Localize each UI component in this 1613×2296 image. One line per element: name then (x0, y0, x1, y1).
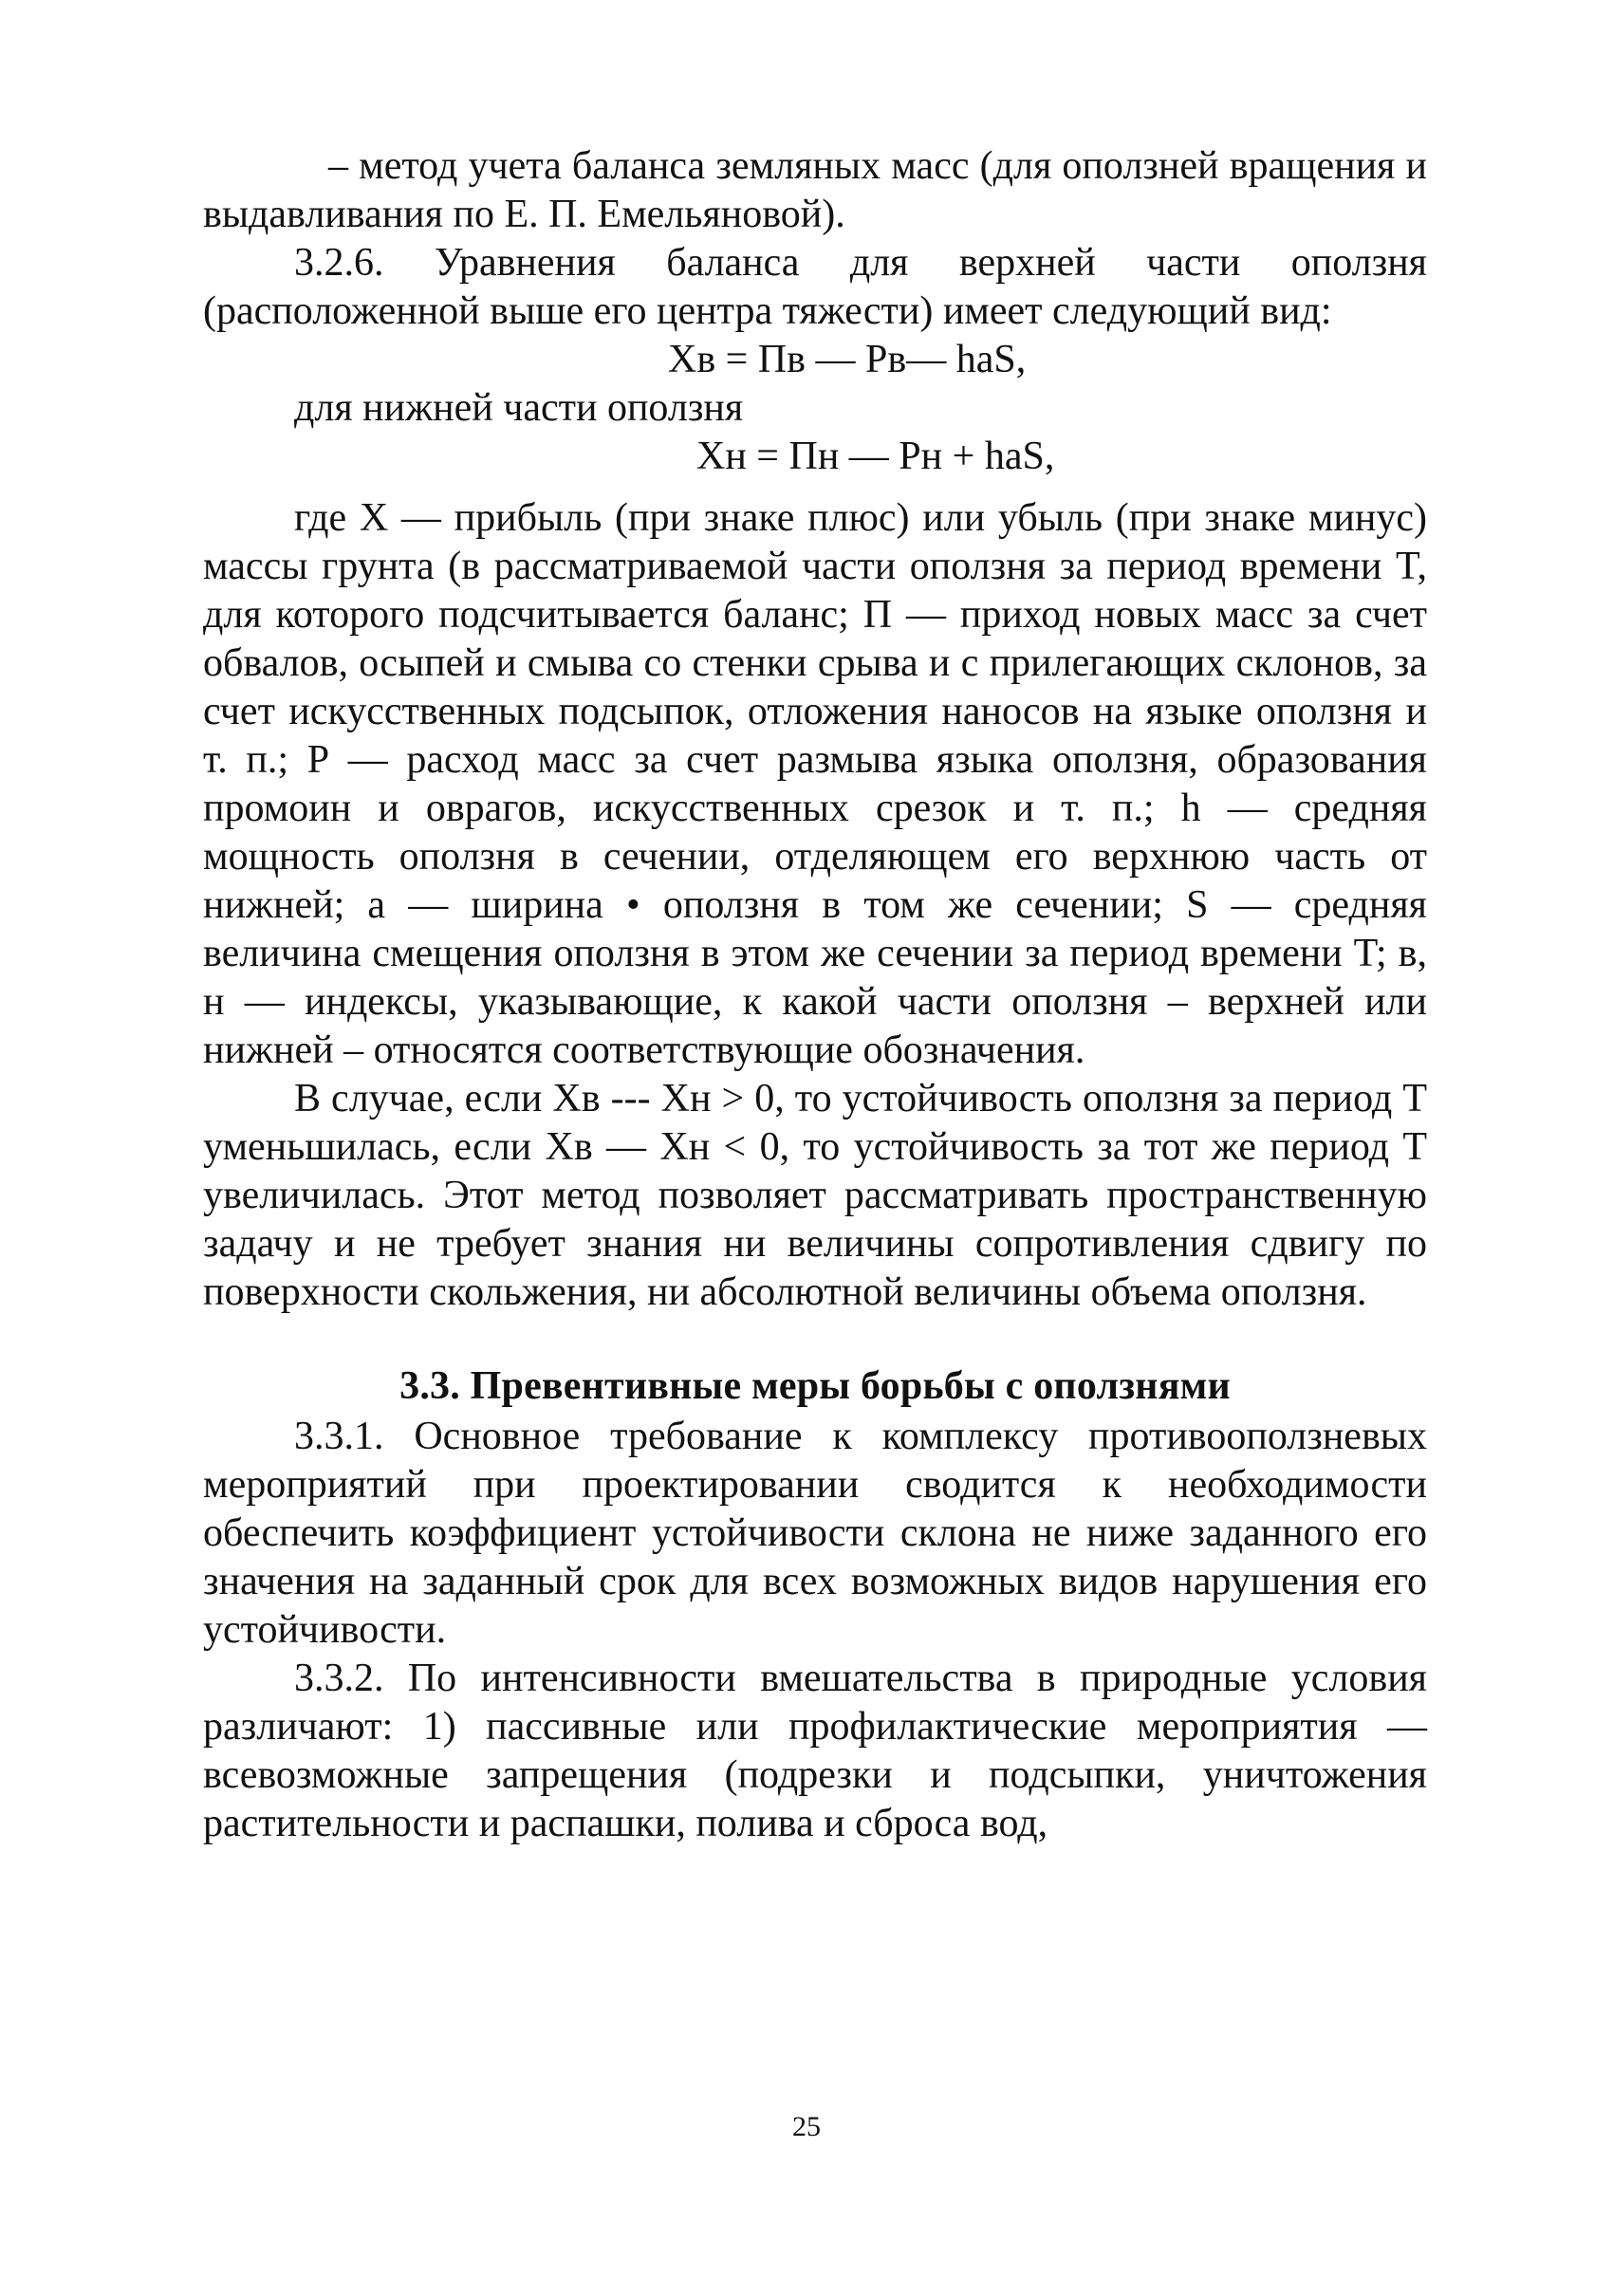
paragraph-3-3-1: 3.3.1. Основное требование к комплексу противооползневых мероприятий при проектировании сводится к необходимости обеспечить коэффициент устойчивости склона не ниже заданного его значения на заданный срок для всех возможных видов нарушения его устойчивости. (203, 1415, 1427, 1652)
paragraph-3-2-6: 3.2.6. Уравнения баланса для верхней части оползня (расположенной выше его центра тяжести) имеет следующий вид: (203, 241, 1427, 333)
section-heading-text: 3.3. Превентивные меры борьбы с оползнями (399, 1364, 1231, 1408)
body-text (203, 142, 1427, 1848)
section-heading (203, 1362, 1427, 1411)
label-lower-part: для нижней части оползня (294, 386, 744, 430)
page-number: 25 (792, 2111, 821, 2142)
formula-upper: Xв = Пв — Рв— haS, (668, 338, 1027, 381)
paragraph-definitions: где X — прибыль (при знаке плюс) или убыль (при знаке минус) массы грунта (в рассматриваемой части оползня за период времени T, для которого подсчитывается баланс; П — приход новых масс за счет обвалов, осыпей и смыва со стенки срыва и с прилегающих склонов, за счет искусственных подсыпок, отложения наносов на языке оползня и т. п.; Р — расход масс за счет размыва языка оползня, образования промоин и оврагов, искусственных срезок и т. п.; h — средняя мощность оползня в сечении, отделяющем его верхнюю часть от нижней; a — ширина • оползня в том же сечении; S — средняя величина смещения оползня в этом же сечении за период времени T; в, н — индексы, указывающие, к какой части оползня – верхней или нижней – относятся соответствующие обозначения. (203, 496, 1427, 1072)
paragraph-3-3-2: 3.3.2. По интенсивности вмешательства в природные условия различают: 1) пассивные или профилактические мероприятия — всевозможные запрещения (подрезки и подсыпки, уничтожения растительности и распашки, полива и сброса вод, (203, 1657, 1427, 1845)
paragraph-method: – метод учета баланса земляных масс (для оползней вращения и выдавливания по Е. П. Емельяновой). (203, 144, 1427, 236)
formula-lower: Xн = Пн — Рн + haS, (696, 435, 1055, 478)
paragraph-stability: В случае, если Xв --- Xн > 0, то устойчивость оползня за период T уменьшилась, если Xв — Xн < 0, то устойчивость за тот же период T увеличилась. Этот метод позволяет рассматривать пространственную задачу и не требует знания ни величины сопротивления сдвигу по поверхности скольжения, ни абсолютной величины объема оползня. (203, 1077, 1427, 1314)
